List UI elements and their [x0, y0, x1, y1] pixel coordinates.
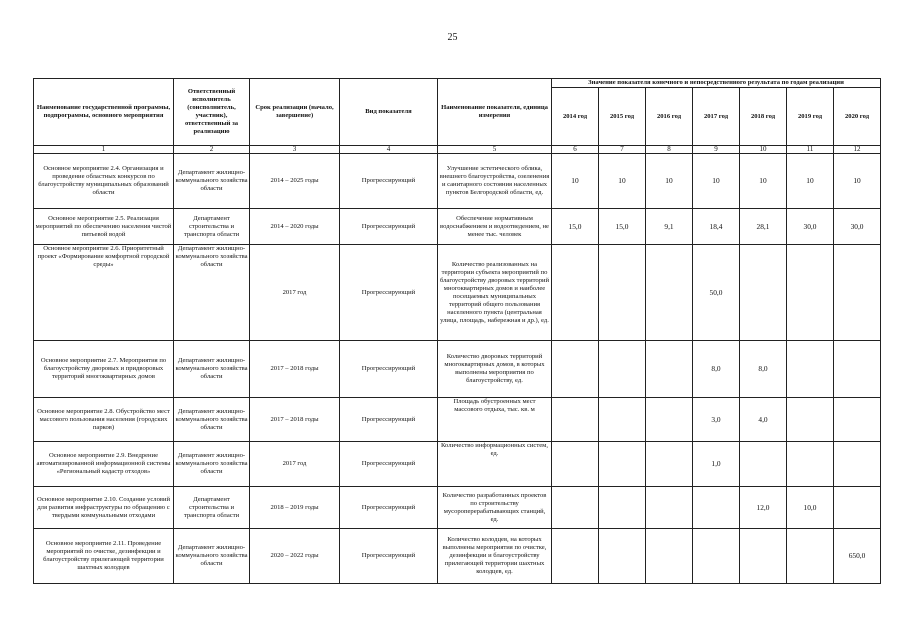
cell-value: 10 [599, 154, 646, 209]
header-responsible: Ответственный исполнитель (соисполнитель, участник), ответственный за реализацию [174, 79, 250, 146]
cell-period: 2014 – 2020 годы [250, 209, 340, 245]
indicator-table [33, 78, 881, 584]
cell-responsible: Департамент жилищно-коммунального хозяйства области [174, 398, 250, 442]
cell-name: Основное мероприятие 2.5. Реализация мероприятий по обеспечению населения чистой питьевой водой [34, 209, 174, 245]
cell-type: Прогрессирующий [340, 245, 438, 341]
cell-name: Основное мероприятие 2.10. Создание условий для развития инфраструктуры по обращению с твердыми коммунальными отходами [34, 487, 174, 529]
header-period: Срок реализации (начало, завершение) [250, 79, 340, 146]
cell-responsible: Департамент жилищно-коммунального хозяйства области [174, 529, 250, 584]
cell-period: 2017 год [250, 442, 340, 487]
cell-value [599, 529, 646, 584]
header-year: 2016 год [646, 88, 693, 146]
cell-value: 4,0 [740, 398, 787, 442]
cell-value [646, 529, 693, 584]
table-row [34, 442, 881, 487]
column-number: 6 [552, 146, 599, 154]
cell-responsible: Департамент жилищно-коммунального хозяйства области [174, 245, 250, 341]
header-year: 2015 год [599, 88, 646, 146]
cell-period: 2014 – 2025 годы [250, 154, 340, 209]
cell-indicator: Обеспечение нормативным водоснабжением и водоотведением, не менее тыс. человек [438, 209, 552, 245]
cell-name: Основное мероприятие 2.6. Приоритетный проект «Формирование комфортной городской среды» [34, 245, 174, 341]
column-number: 4 [340, 146, 438, 154]
cell-type: Прогрессирующий [340, 398, 438, 442]
cell-name: Основное мероприятие 2.11. Проведение мероприятий по очистке, дезинфекции и благоустройству прилегающей территории шахтных колодцев [34, 529, 174, 584]
cell-indicator: Количество информационных систем, ед. [438, 442, 552, 487]
cell-period: 2020 – 2022 годы [250, 529, 340, 584]
cell-value: 10 [834, 154, 881, 209]
cell-type: Прогрессирующий [340, 442, 438, 487]
column-number: 5 [438, 146, 552, 154]
cell-value [599, 341, 646, 398]
cell-value: 8,0 [740, 341, 787, 398]
column-number: 8 [646, 146, 693, 154]
cell-value: 12,0 [740, 487, 787, 529]
cell-indicator: Количество реализованных на территории субъекта мероприятий по благоустройству дворовых территорий многоквартирных домов и наиболее посещаемых муниципальных территорий общего пользования населенного пункта (центральная улица, площадь, набережная и др.), ед. [438, 245, 552, 341]
header-type: Вид показателя [340, 79, 438, 146]
cell-value: 18,4 [693, 209, 740, 245]
cell-value [646, 442, 693, 487]
cell-indicator: Количество колодцев, на которых выполнены мероприятия по очистке, дезинфекции и благоустройству прилегающей территории шахтных колодцев, ед. [438, 529, 552, 584]
cell-responsible: Департамент жилищно-коммунального хозяйства области [174, 154, 250, 209]
cell-indicator: Количество дворовых территорий многоквартирных домов, в которых выполнены мероприятия по благоустройству, ед. [438, 341, 552, 398]
cell-value [552, 529, 599, 584]
header-name: Наименование государственной программы, подпрограммы, основного мероприятия [34, 79, 174, 146]
cell-value [834, 487, 881, 529]
cell-value: 8,0 [693, 341, 740, 398]
cell-indicator: Улучшение эстетического облика, внешнего благоустройства, озеленения и санитарного состояния населенных пунктов Белгородской области, ед. [438, 154, 552, 209]
cell-indicator: Площадь обустроенных мест массового отдыха, тыс. кв. м [438, 398, 552, 442]
header-indicator: Наименование показателя, единица измерения [438, 79, 552, 146]
cell-value [834, 398, 881, 442]
cell-name: Основное мероприятие 2.7. Мероприятия по благоустройству дворовых и придворовых территорий многоквартирных домов [34, 341, 174, 398]
column-number: 1 [34, 146, 174, 154]
cell-period: 2018 – 2019 годы [250, 487, 340, 529]
cell-value: 3,0 [693, 398, 740, 442]
cell-value [552, 442, 599, 487]
cell-value: 650,0 [834, 529, 881, 584]
cell-value [552, 487, 599, 529]
cell-value [599, 398, 646, 442]
cell-value [787, 529, 834, 584]
table-body [34, 154, 881, 584]
cell-value [787, 245, 834, 341]
page-number: 25 [447, 32, 458, 43]
cell-type: Прогрессирующий [340, 341, 438, 398]
header-year: 2019 год [787, 88, 834, 146]
column-number: 7 [599, 146, 646, 154]
cell-period: 2017 – 2018 годы [250, 341, 340, 398]
cell-value [740, 529, 787, 584]
cell-responsible: Департамент строительства и транспорта области [174, 487, 250, 529]
cell-name: Основное мероприятие 2.8. Обустройство мест массового пользования населения (городских парков) [34, 398, 174, 442]
cell-value: 30,0 [787, 209, 834, 245]
header-year-group: Значение показателя конечного и непосредственного результата по годам реализации [552, 79, 881, 88]
column-number: 11 [787, 146, 834, 154]
table-row [34, 341, 881, 398]
cell-value [787, 341, 834, 398]
table-row [34, 529, 881, 584]
indicator-table-container [33, 78, 880, 584]
column-number: 12 [834, 146, 881, 154]
cell-type: Прогрессирующий [340, 487, 438, 529]
cell-value: 1,0 [693, 442, 740, 487]
cell-period: 2017 – 2018 годы [250, 398, 340, 442]
table-row [34, 398, 881, 442]
column-number: 10 [740, 146, 787, 154]
column-number: 9 [693, 146, 740, 154]
cell-value [693, 487, 740, 529]
cell-period: 2017 год [250, 245, 340, 341]
cell-type: Прогрессирующий [340, 154, 438, 209]
cell-value: 10,0 [787, 487, 834, 529]
cell-value [693, 529, 740, 584]
cell-name: Основное мероприятие 2.9. Внедрение автоматизированной информационной системы «Региональный кадастр отходов» [34, 442, 174, 487]
header-year: 2018 год [740, 88, 787, 146]
column-number: 2 [174, 146, 250, 154]
cell-value: 10 [693, 154, 740, 209]
cell-value [740, 245, 787, 341]
cell-value [787, 398, 834, 442]
cell-value [646, 341, 693, 398]
table-row [34, 487, 881, 529]
cell-value: 50,0 [693, 245, 740, 341]
cell-value: 10 [787, 154, 834, 209]
cell-value [740, 442, 787, 487]
cell-value: 30,0 [834, 209, 881, 245]
table-row [34, 245, 881, 341]
cell-responsible: Департамент жилищно-коммунального хозяйства области [174, 341, 250, 398]
cell-value: 10 [552, 154, 599, 209]
cell-value: 28,1 [740, 209, 787, 245]
header-year: 2017 год [693, 88, 740, 146]
cell-value: 9,1 [646, 209, 693, 245]
header-year: 2020 год [834, 88, 881, 146]
cell-value [552, 245, 599, 341]
cell-value [599, 245, 646, 341]
cell-value [834, 442, 881, 487]
cell-value: 15,0 [552, 209, 599, 245]
column-number: 3 [250, 146, 340, 154]
cell-type: Прогрессирующий [340, 529, 438, 584]
cell-type: Прогрессирующий [340, 209, 438, 245]
cell-indicator: Количество разработанных проектов по строительству мусороперерабатывающих станций, ед. [438, 487, 552, 529]
cell-value [646, 487, 693, 529]
cell-value [834, 245, 881, 341]
cell-value [834, 341, 881, 398]
header-year: 2014 год [552, 88, 599, 146]
cell-value: 15,0 [599, 209, 646, 245]
cell-name: Основное мероприятие 2.4. Организация и проведение областных конкурсов по благоустройству муниципальных образований области [34, 154, 174, 209]
cell-value [599, 487, 646, 529]
cell-value [646, 398, 693, 442]
cell-value [599, 442, 646, 487]
table-row [34, 209, 881, 245]
cell-responsible: Департамент жилищно-коммунального хозяйства области [174, 442, 250, 487]
table-row [34, 154, 881, 209]
cell-responsible: Департамент строительства и транспорта области [174, 209, 250, 245]
cell-value [552, 341, 599, 398]
cell-value [646, 245, 693, 341]
cell-value: 10 [740, 154, 787, 209]
cell-value: 10 [646, 154, 693, 209]
cell-value [787, 442, 834, 487]
cell-value [552, 398, 599, 442]
